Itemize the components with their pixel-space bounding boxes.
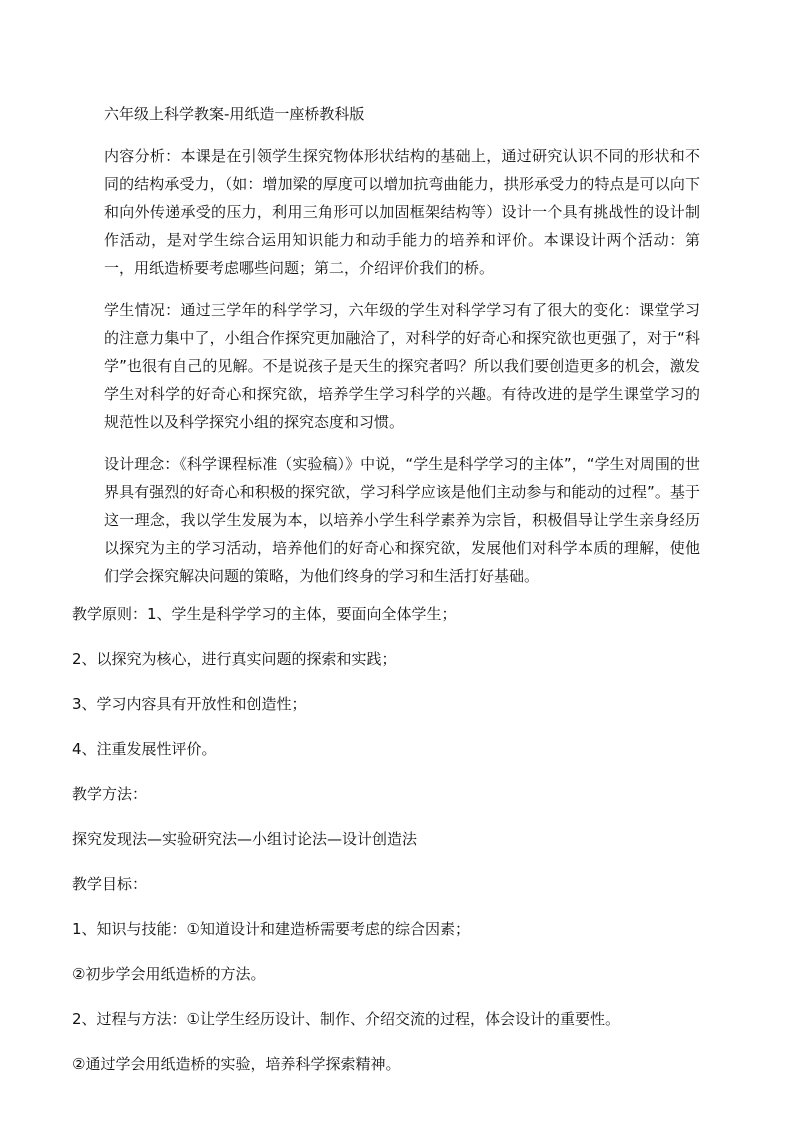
line-principle-3: 3、学习内容具有开放性和创造性； [72,695,307,713]
paragraph-content-analysis: 内容分析：本课是在引领学生探究物体形状结构的基础上，通过研究认识不同的形状和不同的结构承受力，（如：增加梁的厚度可以增加抗弯曲能力，拱形承受力的特点是可以向下和向外传递承受的压力，利用三角形可以加固框架结构等）设计一个具有挑战性的设计制作活动，是对学生综合运用知识能力和动手能力的培养和评价。本课设计两个活动：第一，用纸造桥要考虑哪些问题；第二，介绍评价我们的桥。 [104,147,700,277]
line-principle-2: 2、以探究为核心，进行真实问题的探索和实践； [72,650,397,668]
body-lines [72,600,700,1078]
line-teaching-principles: 教学原则：1、学生是科学学习的主体，要面向全体学生； [72,605,457,623]
line-goal-knowledge: 1、知识与技能：①知道设计和建造桥需要考虑的综合因素； [72,920,470,938]
line-teaching-methods: 探究发现法—实验研究法—小组讨论法—设计创造法 [72,830,418,848]
line-goal-process-2: ②通过学会用纸造桥的实验，培养科学探索精神。 [72,1055,401,1073]
line-goal-process: 2、过程与方法：①让学生经历设计、制作、介绍交流的过程，体会设计的重要性。 [72,1010,620,1028]
line-teaching-methods-heading: 教学方法： [72,785,148,803]
line-principle-4: 4、注重发展性评价。 [72,740,217,758]
document-page [72,100,700,1078]
paragraph-design-concept: 设计理念：《科学课程标准（实验稿）》中说，“学生是科学学习的主体”，“学生对周围的世界具有强烈的好奇心和积极的探究欲，学习科学应该是他们主动参与和能动的过程”。基于这一理念，我以学生发展为本，以培养小学生科学素养为宗旨，积极倡导让学生亲身经历以探究为主的学习活动，培养他们的好奇心和探究欲，发展他们对科学本质的理解，使他们学会探究解决问题的策略，为他们终身的学习和生活打好基础。 [104,455,700,585]
line-teaching-goals-heading: 教学目标： [72,875,148,893]
line-goal-knowledge-2: ②初步学会用纸造桥的方法。 [72,965,266,983]
document-title: 六年级上科学教案-用纸造一座桥教科版 [104,105,365,123]
paragraph-student-situation: 学生情况：通过三学年的科学学习，六年级的学生对科学学习有了很大的变化：课堂学习的注意力集中了，小组合作探究更加融洽了，对科学的好奇心和探究欲也更强了，对于“科学”也很有自己的见解。不是说孩子是天生的探究者吗？所以我们要创造更多的机会，激发学生对科学的好奇心和探究欲，培养学生学习科学的兴趣。有待改进的是学生课堂学习的规范性以及科学探究小组的探究态度和习惯。 [104,301,700,431]
